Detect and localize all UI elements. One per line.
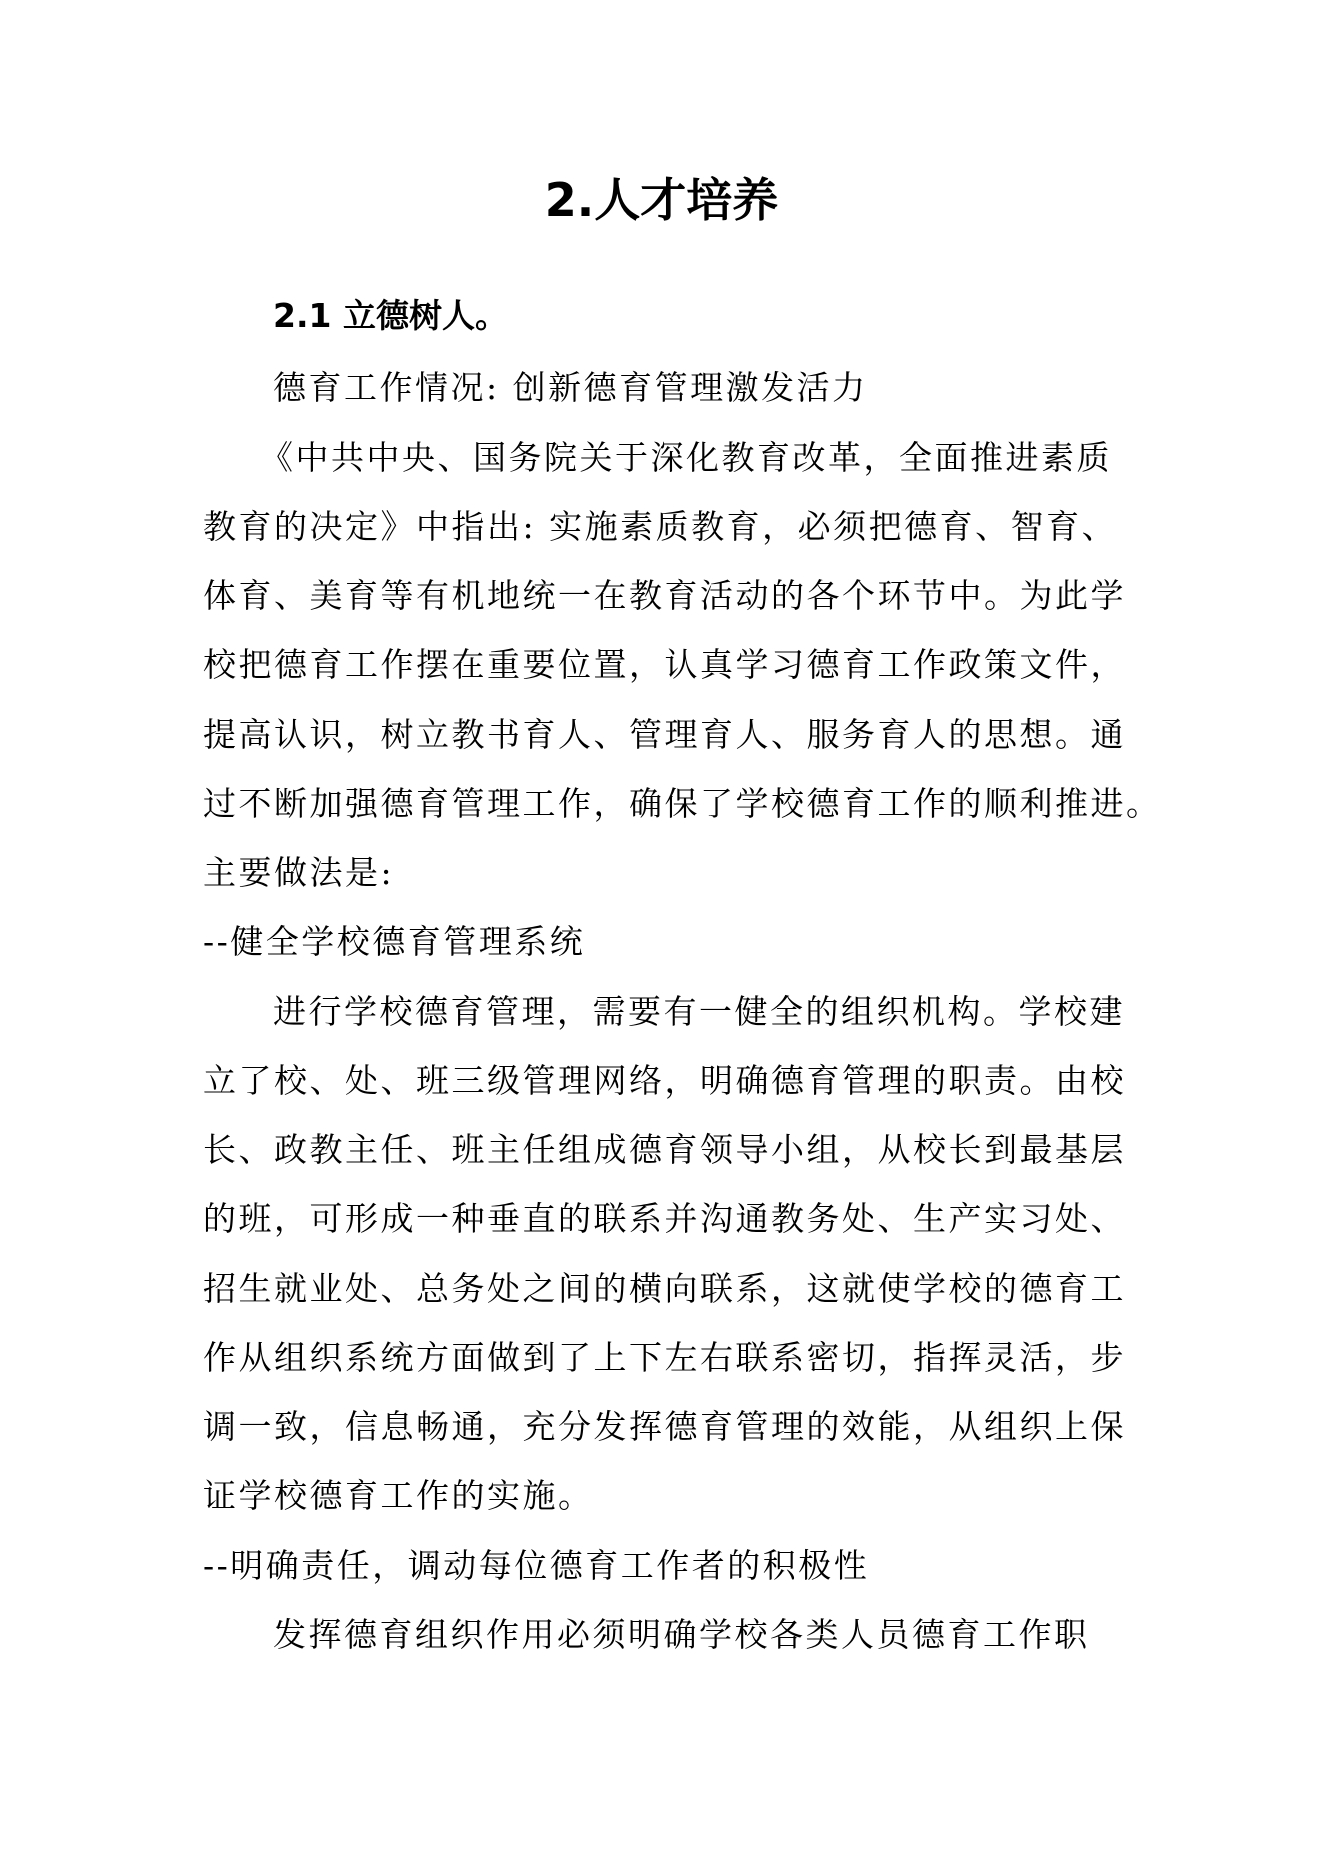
page-title: 2.人才培养 [544, 173, 779, 227]
paragraph-line: 发挥德育组织作用必须明确学校各类人员德育工作职 [273, 1615, 1090, 1654]
subheading-line: --健全学校德育管理系统 [203, 922, 586, 961]
paragraph-line: 德育工作情况: 创新德育管理激发活力 [273, 368, 868, 407]
paragraph-line: 提高认识，树立教书育人、管理育人、服务育人的思想。通 [203, 715, 1126, 754]
paragraph-line: 《中共中央、国务院关于深化教育改革，全面推进素质 [260, 438, 1112, 477]
paragraph-line: 长、政教主任、班主任组成德育领导小组，从校长到最基层 [203, 1130, 1126, 1169]
paragraph-line: 主要做法是: [203, 853, 395, 892]
paragraph-line: 招生就业处、总务处之间的横向联系，这就使学校的德育工 [203, 1269, 1126, 1308]
paragraph-line: 体育、美育等有机地统一在教育活动的各个环节中。为此学 [203, 576, 1126, 615]
paragraph-line: 作从组织系统方面做到了上下左右联系密切，指挥灵活，步 [203, 1338, 1126, 1377]
paragraph-line: 过不断加强德育管理工作，确保了学校德育工作的顺利推进。 [203, 784, 1162, 823]
paragraph-line: 证学校德育工作的实施。 [203, 1476, 594, 1515]
paragraph-line: 进行学校德育管理，需要有一健全的组织机构。学校建 [273, 992, 1125, 1031]
paragraph-line: 教育的决定》中指出: 实施素质教育，必须把德育、智育、 [203, 507, 1118, 546]
section-heading: 2.1 立德树人。 [273, 296, 508, 335]
paragraph-line: 的班，可形成一种垂直的联系并沟通教务处、生产实习处、 [203, 1199, 1126, 1238]
paragraph-line: 校把德育工作摆在重要位置，认真学习德育工作政策文件， [203, 645, 1126, 684]
paragraph-line: 立了校、处、班三级管理网络，明确德育管理的职责。由校 [203, 1061, 1126, 1100]
paragraph-line: 调一致，信息畅通，充分发挥德育管理的效能，从组织上保 [203, 1407, 1126, 1446]
subheading-line: --明确责任，调动每位德育工作者的积极性 [203, 1546, 870, 1585]
